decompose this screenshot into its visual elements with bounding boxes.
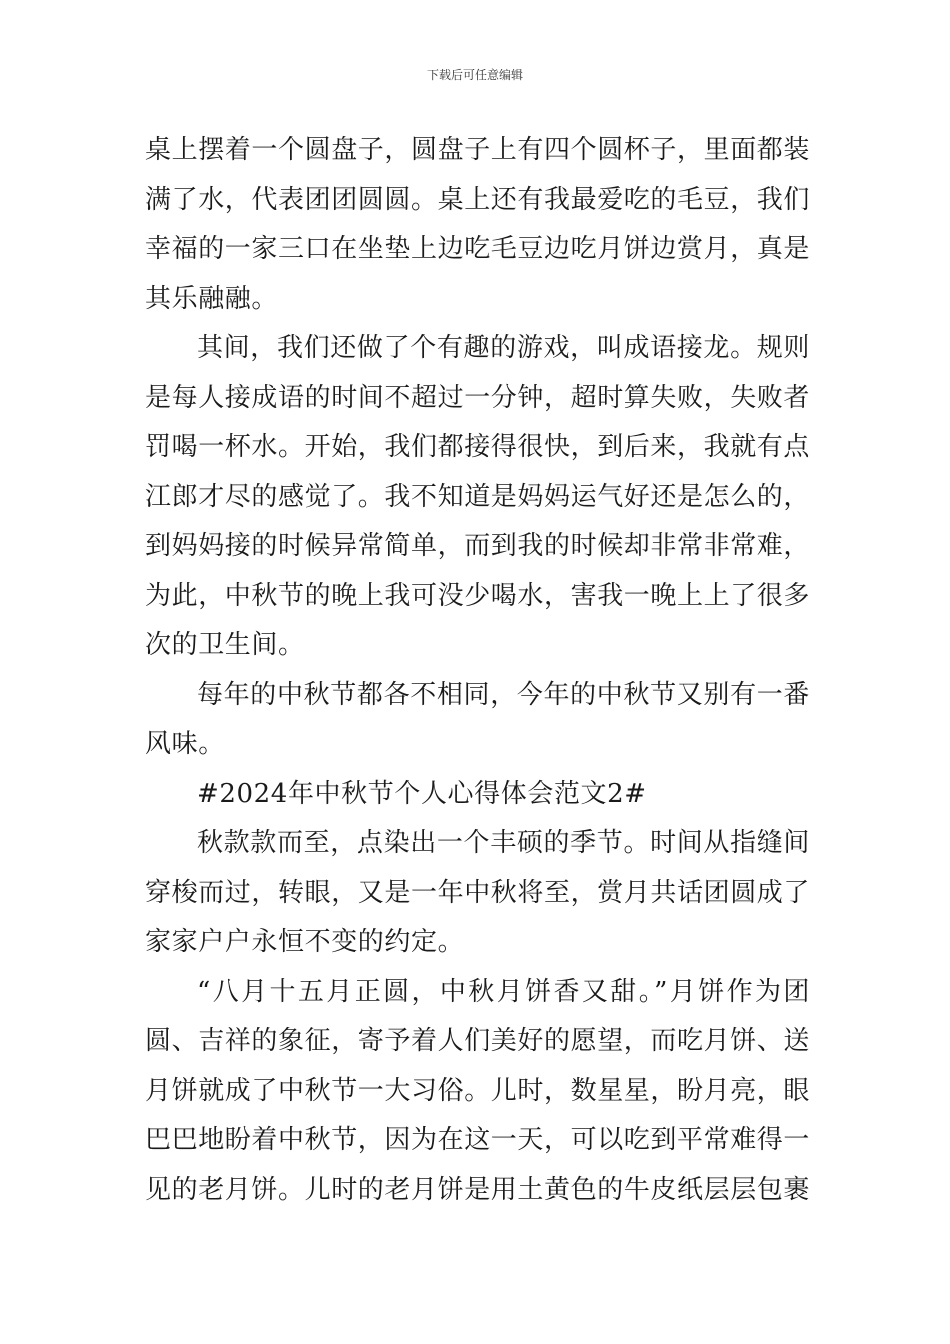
paragraph-1: 桌上摆着一个圆盘子，圆盘子上有四个圆杯子，里面都装满了水，代表团团圆圆。桌上还有我最爱吃的毛豆，我们幸福的一家三口在坐垫上边吃毛豆边吃月饼边赏月，真是其乐融融。 (145, 135, 811, 314)
paragraph-4: 秋款款而至，点染出一个丰硕的季节。时间从指缝间穿梭而过，转眼，又是一年中秋将至，赏月共话团圆成了家家户户永恒不变的约定。 (145, 828, 811, 957)
header-note: 下载后可任意编辑 (426, 68, 523, 82)
section-heading: #2024年中秋节个人心得体会范文2# (197, 778, 647, 809)
paragraph-3: 每年的中秋节都各不相同，今年的中秋节又别有一番风味。 (145, 679, 810, 759)
document-body (145, 126, 810, 1215)
paragraph-5: “八月十五月正圆，中秋月饼香又甜。”月饼作为团圆、吉祥的象征，寄予着人们美好的愿望，而吃月饼、送月饼就成了中秋节一大习俗。儿时，数星星，盼月亮，眼巴巴地盼着中秋节，因为在这一天，可以吃到平常难得一见的老月饼。儿时的老月饼是用土黄色的牛皮纸层层包裹 (145, 976, 811, 1205)
paragraph-2: 其间，我们还做了个有趣的游戏，叫成语接龙。规则是每人接成语的时间不超过一分钟，超时算失败，失败者罚喝一杯水。开始，我们都接得很快，到后来，我就有点江郎才尽的感觉了。我不知道是妈妈运气好还是怎么的，到妈妈接的时候异常简单，而到我的时候却非常非常难，为此，中秋节的晚上我可没少喝水，害我一晚上上了很多次的卫生间。 (145, 333, 811, 660)
